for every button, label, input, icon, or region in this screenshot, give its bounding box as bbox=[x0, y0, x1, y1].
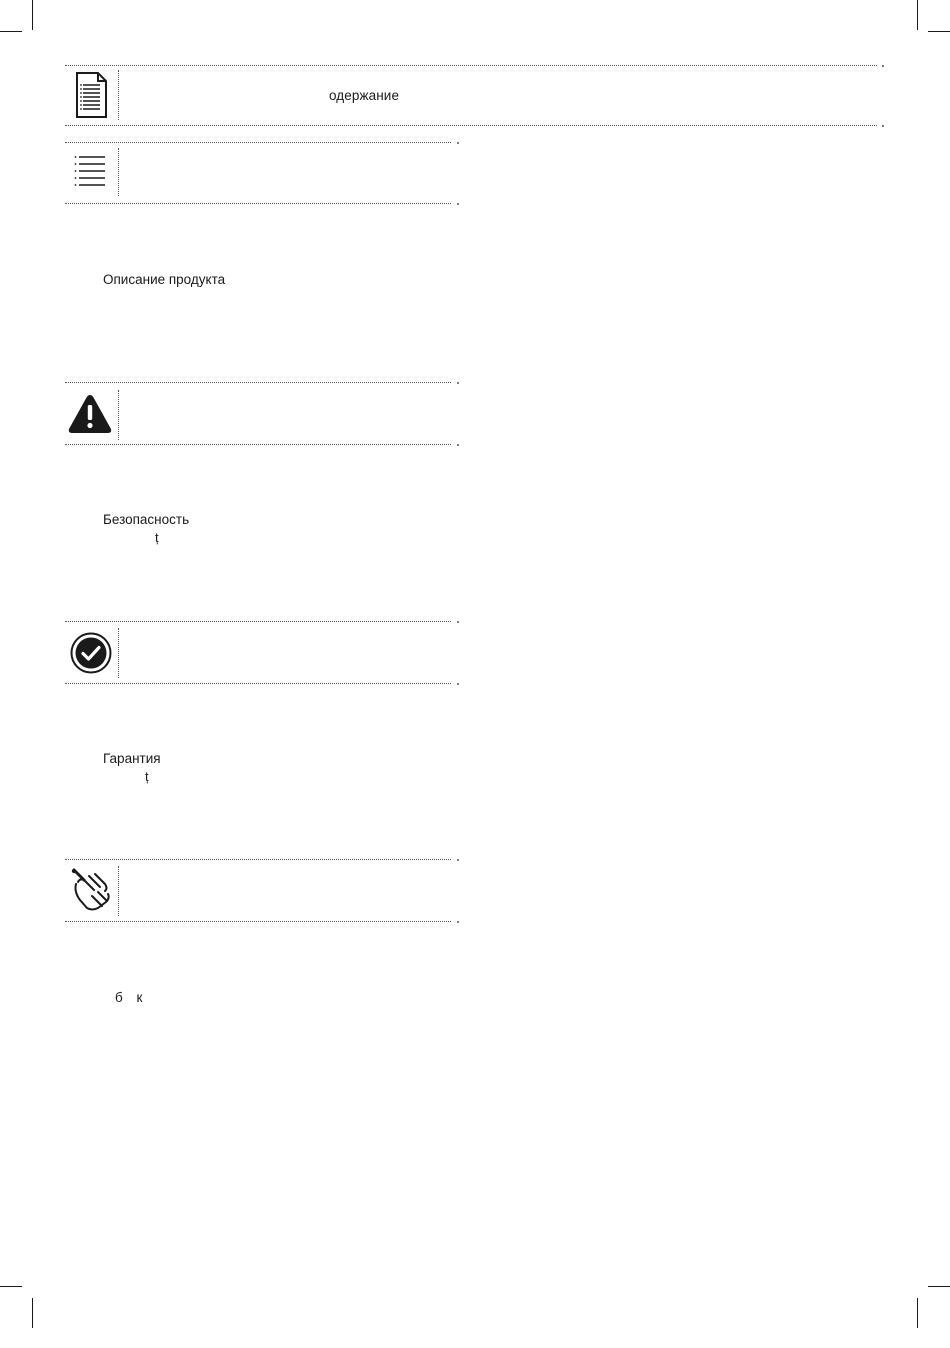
crop-mark bbox=[917, 0, 918, 30]
crop-mark bbox=[928, 1286, 950, 1287]
hand-care-icon bbox=[70, 868, 114, 917]
crop-mark bbox=[928, 31, 950, 32]
dotted-rule-end bbox=[457, 203, 459, 205]
crop-mark bbox=[32, 0, 33, 30]
vertical-separator bbox=[118, 628, 119, 678]
check-circle-icon bbox=[70, 632, 112, 679]
dotted-rule-end bbox=[457, 142, 459, 144]
crop-mark bbox=[32, 1298, 33, 1328]
crop-mark bbox=[0, 31, 22, 32]
dotted-rule bbox=[65, 382, 451, 383]
vertical-separator bbox=[118, 70, 119, 120]
dotted-rule bbox=[65, 203, 451, 204]
dotted-rule-end bbox=[882, 65, 884, 67]
vertical-separator bbox=[118, 390, 119, 440]
dotted-rule bbox=[65, 125, 877, 126]
dotted-rule bbox=[65, 621, 451, 622]
dotted-rule bbox=[65, 142, 451, 143]
vertical-separator bbox=[118, 866, 119, 916]
dotted-rule-end bbox=[882, 125, 884, 127]
dotted-rule-end bbox=[457, 921, 459, 923]
document-icon bbox=[74, 71, 108, 124]
dotted-rule bbox=[65, 921, 451, 922]
dotted-rule-end bbox=[457, 621, 459, 623]
dotted-rule bbox=[65, 683, 451, 684]
list-icon bbox=[74, 154, 108, 197]
section-label: Гарантия bbox=[103, 751, 161, 766]
dotted-rule-end bbox=[457, 683, 459, 685]
section-label: Безопасность bbox=[103, 512, 190, 527]
section-label: б к bbox=[115, 990, 143, 1005]
dotted-rule-end bbox=[457, 859, 459, 861]
dotted-rule-end bbox=[457, 382, 459, 384]
section-label: Описание продукта bbox=[103, 272, 226, 287]
section-sub-glyph: ț bbox=[145, 769, 149, 784]
dotted-rule bbox=[65, 859, 451, 860]
dotted-rule-end bbox=[457, 444, 459, 446]
warning-icon bbox=[67, 393, 113, 440]
dotted-rule bbox=[65, 65, 877, 66]
dotted-rule bbox=[65, 444, 451, 445]
page-title: одержание bbox=[329, 88, 400, 103]
vertical-separator bbox=[118, 148, 119, 196]
section-sub-glyph: ț bbox=[155, 530, 159, 545]
crop-mark bbox=[917, 1298, 918, 1328]
crop-mark bbox=[0, 1286, 22, 1287]
